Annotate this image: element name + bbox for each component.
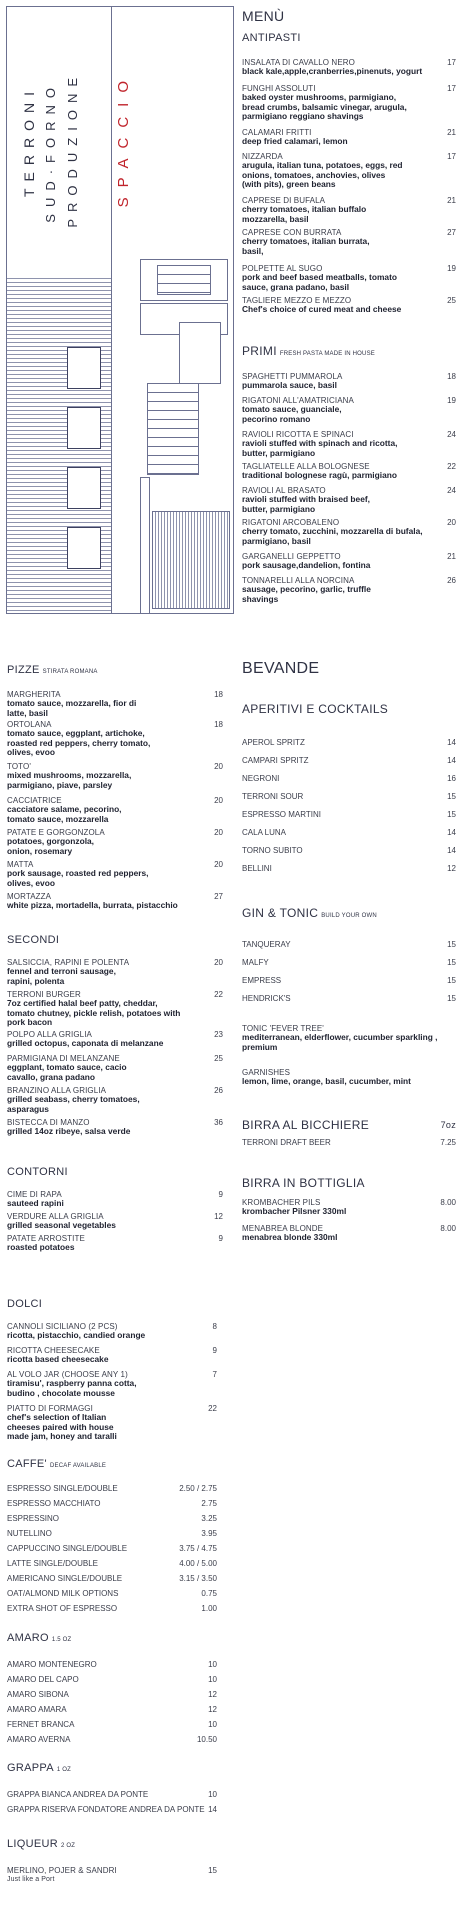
aperitivi-heading: APERITIVI E COCKTAILS bbox=[242, 702, 389, 716]
list-item: CAPRESE DI BUFALA cherry tomatoes, italian buffalo mozzarella, basil 21 bbox=[242, 196, 456, 224]
list-item: AMARO SIBONA 12 bbox=[7, 1690, 217, 1699]
list-item: NEGRONI 16 bbox=[242, 774, 456, 783]
list-item: CAPRESE CON BURRATA cherry tomatoes, italian burrata, basil, 27 bbox=[242, 228, 456, 256]
list-item: TAGLIATELLE ALLA BOLOGNESE traditional bolognese ragù, parmigiano 22 bbox=[242, 462, 456, 480]
logo-line-sudforno: SUD·FORNO bbox=[43, 81, 58, 223]
list-item: RICOTTA CHEESECAKE ricotta based cheesecake 9 bbox=[7, 1346, 217, 1364]
list-item: PATATE E GORGONZOLA potatoes, gorgonzola, onion, rosemary 20 bbox=[7, 828, 223, 856]
pizze-heading: PIZZE STIRATA ROMANA bbox=[7, 664, 98, 676]
list-item: SPAGHETTI PUMMAROLA pummarola sauce, basil 18 bbox=[242, 372, 456, 390]
list-item: ESPRESSO MACCHIATO 2.75 bbox=[7, 1499, 217, 1508]
list-item: MERLINO, POJER & SANDRI Just like a Port 15 bbox=[7, 1866, 217, 1883]
primi-heading: PRIMI FRESH PASTA MADE IN HOUSE bbox=[242, 344, 375, 358]
liqueur-heading: LIQUEUR 2 OZ bbox=[7, 1838, 76, 1850]
window bbox=[67, 407, 101, 449]
list-item: SALSICCIA, RAPINI E POLENTA fennel and terroni sausage, rapini, polenta 20 bbox=[7, 958, 223, 986]
secondi-heading: SECONDI bbox=[7, 934, 60, 946]
list-item: CANNOLI SICILIANO (2 PCS) ricotta, pistacchio, candied orange 8 bbox=[7, 1322, 217, 1340]
antipasti-heading: ANTIPASTI bbox=[242, 32, 301, 44]
list-item: TERRONI BURGER 7oz certified halal beef patty, cheddar, tomato chutney, pickle relish, potatoes with pork bacon 22 bbox=[7, 990, 223, 1028]
list-item: VERDURE ALLA GRIGLIA grilled seasonal vegetables 12 bbox=[7, 1212, 223, 1230]
menu-title: MENÙ bbox=[242, 8, 285, 24]
building-pillar bbox=[140, 477, 150, 614]
tonic-info: TONIC 'FEVER TREE' mediterranean, elderflower, cucumber sparkling , premium bbox=[242, 1024, 438, 1052]
contorni-heading: CONTORNI bbox=[7, 1166, 68, 1178]
list-item: CACCIATRICE cacciatore salame, pecorino, tomato sauce, mozzarella 20 bbox=[7, 796, 223, 824]
list-item: OAT/ALMOND MILK OPTIONS 0.75 bbox=[7, 1589, 217, 1598]
list-item: EMPRESS 15 bbox=[242, 976, 456, 985]
window bbox=[67, 467, 101, 509]
list-item: TERRONI SOUR 15 bbox=[242, 792, 456, 801]
list-item: PIATTO DI FORMAGGI chef's selection of Italian cheeses paired with house made jam, honey and taralli 22 bbox=[7, 1404, 217, 1442]
list-item: TONNARELLI ALLA NORCINA sausage, pecorino, garlic, truffle shavings 26 bbox=[242, 576, 456, 604]
list-item: AMARO MONTENEGRO 10 bbox=[7, 1660, 217, 1669]
logo-line-produzione: PRODUZIONE bbox=[65, 71, 80, 228]
list-item: GARGANELLI GEPPETTO pork sausage,dandelion, fontina 21 bbox=[242, 552, 456, 570]
storefront-illustration bbox=[6, 6, 234, 614]
window bbox=[67, 347, 101, 389]
logo-line-spaccio: SPACCIO bbox=[115, 71, 132, 208]
list-item: ESPRESSINO 3.25 bbox=[7, 1514, 217, 1523]
birra-bottiglia-heading: BIRRA IN BOTTIGLIA bbox=[242, 1176, 365, 1190]
list-item: POLPO ALLA GRIGLIA grilled octopus, caponata di melanzane 23 bbox=[7, 1030, 223, 1048]
list-item: CALA LUNA 14 bbox=[242, 828, 456, 837]
list-item: AMARO AVERNA 10.50 bbox=[7, 1735, 217, 1744]
list-item: APEROL SPRITZ 14 bbox=[242, 738, 456, 747]
list-item: RAVIOLI AL BRASATO ravioli stuffed with braised beef, butter, parmigiano 24 bbox=[242, 486, 456, 514]
list-item: KROMBACHER PILS krombacher Pilsner 330ml 8.00 bbox=[242, 1198, 456, 1216]
list-item: HENDRICK'S 15 bbox=[242, 994, 456, 1003]
list-item: BRANZINO ALLA GRIGLIA grilled seabass, cherry tomatoes, asparagus 26 bbox=[7, 1086, 223, 1114]
building-garage bbox=[152, 511, 230, 609]
logo-line-terroni: TERRONI bbox=[21, 85, 37, 197]
list-item: FUNGHI ASSOLUTI baked oyster mushrooms, parmigiano, bread crumbs, balsamic vinegar, arugula, parmigiano reggiano shavings 17 bbox=[242, 84, 456, 122]
building-door bbox=[179, 322, 221, 384]
list-item: MORTAZZA white pizza, mortadella, burrata, pistacchio 27 bbox=[7, 892, 223, 910]
list-item: LATTE SINGLE/DOUBLE 4.00 / 5.00 bbox=[7, 1559, 217, 1568]
caffe-heading: CAFFE' DECAF AVAILABLE bbox=[7, 1458, 107, 1470]
list-item: GRAPPA RISERVA FONDATORE ANDREA DA PONTE 14 bbox=[7, 1805, 217, 1814]
list-item: MENABREA BLONDE menabrea blonde 330ml 8.00 bbox=[242, 1224, 456, 1242]
list-item: RIGATONI ARCOBALENO cherry tomato, zucchini, mozzarella di bufala, parmigiano, basil 20 bbox=[242, 518, 456, 546]
window bbox=[67, 527, 101, 569]
list-item: ORTOLANA tomato sauce, eggplant, artichoke, roasted red peppers, cherry tomato, olives, evoo 18 bbox=[7, 720, 223, 758]
list-item: NIZZARDA arugula, italian tuna, potatoes, eggs, red onions, tomatoes, anchovies, olives (with pits), green beans 17 bbox=[242, 152, 456, 190]
list-item: CAMPARI SPRITZ 14 bbox=[242, 756, 456, 765]
list-item: AL VOLO JAR (CHOOSE ANY 1) tiramisu', raspberry panna cotta, budino , chocolate mousse 7 bbox=[7, 1370, 217, 1398]
list-item: MALFY 15 bbox=[242, 958, 456, 967]
list-item: FERNET BRANCA 10 bbox=[7, 1720, 217, 1729]
list-item: PATATE ARROSTITE roasted potatoes 9 bbox=[7, 1234, 223, 1252]
list-item: EXTRA SHOT OF ESPRESSO 1.00 bbox=[7, 1604, 217, 1613]
list-item: RIGATONI ALL'AMATRICIANA tomato sauce, guanciale, pecorino romano 19 bbox=[242, 396, 456, 424]
list-item: MATTA pork sausage, roasted red peppers, olives, evoo 20 bbox=[7, 860, 223, 888]
list-item: TOTO' mixed mushrooms, mozzarella, parmigiano, piave, parsley 20 bbox=[7, 762, 223, 790]
list-item: ESPRESSO SINGLE/DOUBLE 2.50 / 2.75 bbox=[7, 1484, 217, 1493]
birra-bicchiere-heading: BIRRA AL BICCHIERE 7oz bbox=[242, 1118, 456, 1132]
amaro-heading: AMARO 1.5 OZ bbox=[7, 1632, 72, 1644]
building-sign bbox=[157, 265, 211, 295]
list-item: CALAMARI FRITTI deep fried calamari, lemon 21 bbox=[242, 128, 456, 146]
building-shutter bbox=[147, 383, 199, 475]
list-item: TANQUERAY 15 bbox=[242, 940, 456, 949]
list-item: CAPPUCCINO SINGLE/DOUBLE 3.75 / 4.75 bbox=[7, 1544, 217, 1553]
list-item: TORNO SUBITO 14 bbox=[242, 846, 456, 855]
list-item: INSALATA DI CAVALLO NERO black kale,apple,cranberries,pinenuts, yogurt 17 bbox=[242, 58, 456, 76]
list-item: PARMIGIANA DI MELANZANE eggplant, tomato sauce, cacio cavallo, grana padano 25 bbox=[7, 1054, 223, 1082]
list-item: AMERICANO SINGLE/DOUBLE 3.15 / 3.50 bbox=[7, 1574, 217, 1583]
garnish-info: GARNISHES lemon, lime, orange, basil, cucumber, mint bbox=[242, 1068, 411, 1086]
dolci-heading: DOLCI bbox=[7, 1298, 43, 1310]
list-item: MARGHERITA tomato sauce, mozzarella, fior di latte, basil 18 bbox=[7, 690, 223, 718]
list-item: GRAPPA BIANCA ANDREA DA PONTE 10 bbox=[7, 1790, 217, 1799]
list-item: TERRONI DRAFT BEER 7.25 bbox=[242, 1138, 456, 1147]
list-item: POLPETTE AL SUGO pork and beef based meatballs, tomato sauce, grana padano, basil 19 bbox=[242, 264, 456, 292]
list-item: AMARO DEL CAPO 10 bbox=[7, 1675, 217, 1684]
gin-heading: GIN & TONIC BUILD YOUR OWN bbox=[242, 906, 377, 920]
list-item: BELLINI 12 bbox=[242, 864, 456, 873]
list-item: BISTECCA DI MANZO grilled 14oz ribeye, salsa verde 36 bbox=[7, 1118, 223, 1136]
list-item: TAGLIERE MEZZO E MEZZO Chef's choice of cured meat and cheese 25 bbox=[242, 296, 456, 314]
grappa-heading: GRAPPA 1 OZ bbox=[7, 1762, 71, 1774]
list-item: AMARO AMARA 12 bbox=[7, 1705, 217, 1714]
bevande-heading: BEVANDE bbox=[242, 660, 320, 677]
list-item: CIME DI RAPA sauteed rapini 9 bbox=[7, 1190, 223, 1208]
list-item: RAVIOLI RICOTTA E SPINACI ravioli stuffed with spinach and ricotta, butter, parmigiano 24 bbox=[242, 430, 456, 458]
list-item: NUTELLINO 3.95 bbox=[7, 1529, 217, 1538]
list-item: ESPRESSO MARTINI 15 bbox=[242, 810, 456, 819]
